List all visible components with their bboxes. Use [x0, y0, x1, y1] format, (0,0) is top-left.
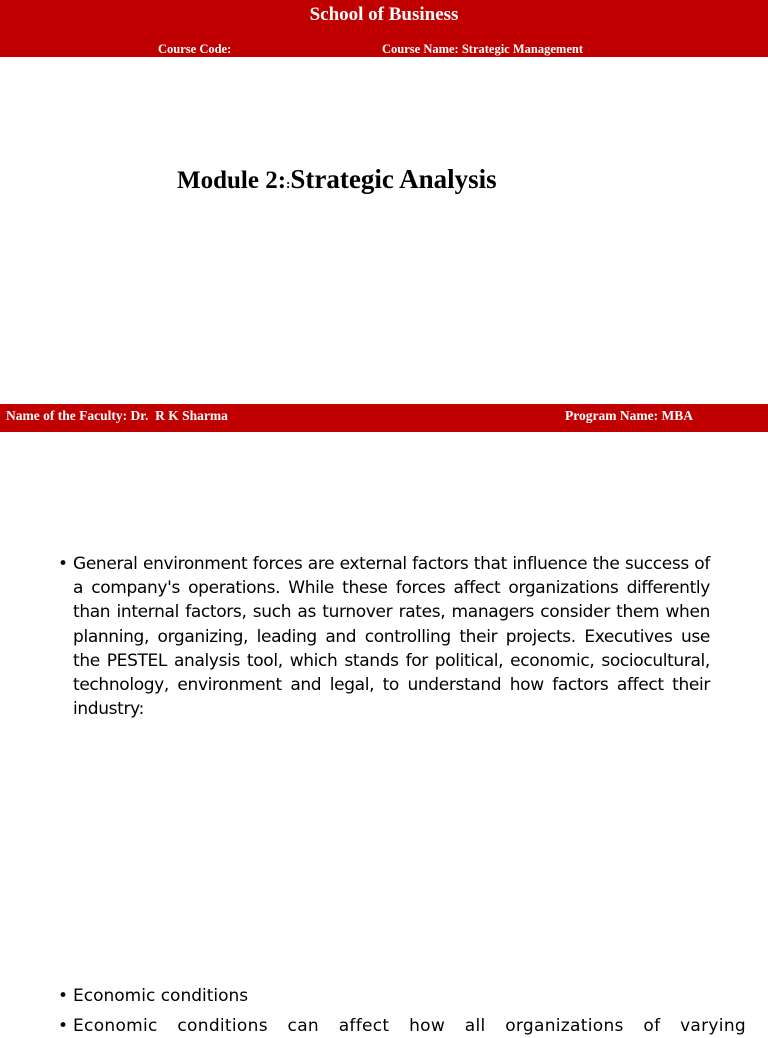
school-title: School of Business — [309, 4, 459, 25]
bullet-text: Economic conditions — [73, 986, 249, 1006]
program-name: Program Name: MBA — [565, 408, 693, 423]
module-prefix: Module 2: — [177, 167, 287, 194]
bullet-text: General environment forces are external factors that influence the success of a company's operations. While these forces affect organizations differently than internal factors, such as turnover rates, managers consider them when planning, organizing, leading and controlling their projects. Executives use the PESTEL analysis tool, which stands for political, economic, sociocultural, technology, environment and legal, to understand how factors affect their industry: — [73, 554, 710, 720]
module-separator: : — [286, 176, 291, 191]
faculty-name: Name of the Faculty: Dr. R K Sharma — [6, 408, 228, 423]
course-code-label: Course Code: — [158, 42, 232, 56]
bullet-text: Economic conditions can affect how all organizations of varying — [73, 1016, 746, 1036]
header-band — [0, 0, 768, 57]
faculty-band — [0, 404, 768, 432]
module-title — [177, 164, 497, 195]
course-name-label: Course Name: Strategic Management — [382, 42, 583, 56]
module-name: Strategic Analysis — [290, 164, 497, 194]
bullet-icon: • — [58, 986, 69, 1006]
bullet-icon: • — [58, 554, 69, 574]
bullet-icon: • — [58, 1016, 69, 1036]
